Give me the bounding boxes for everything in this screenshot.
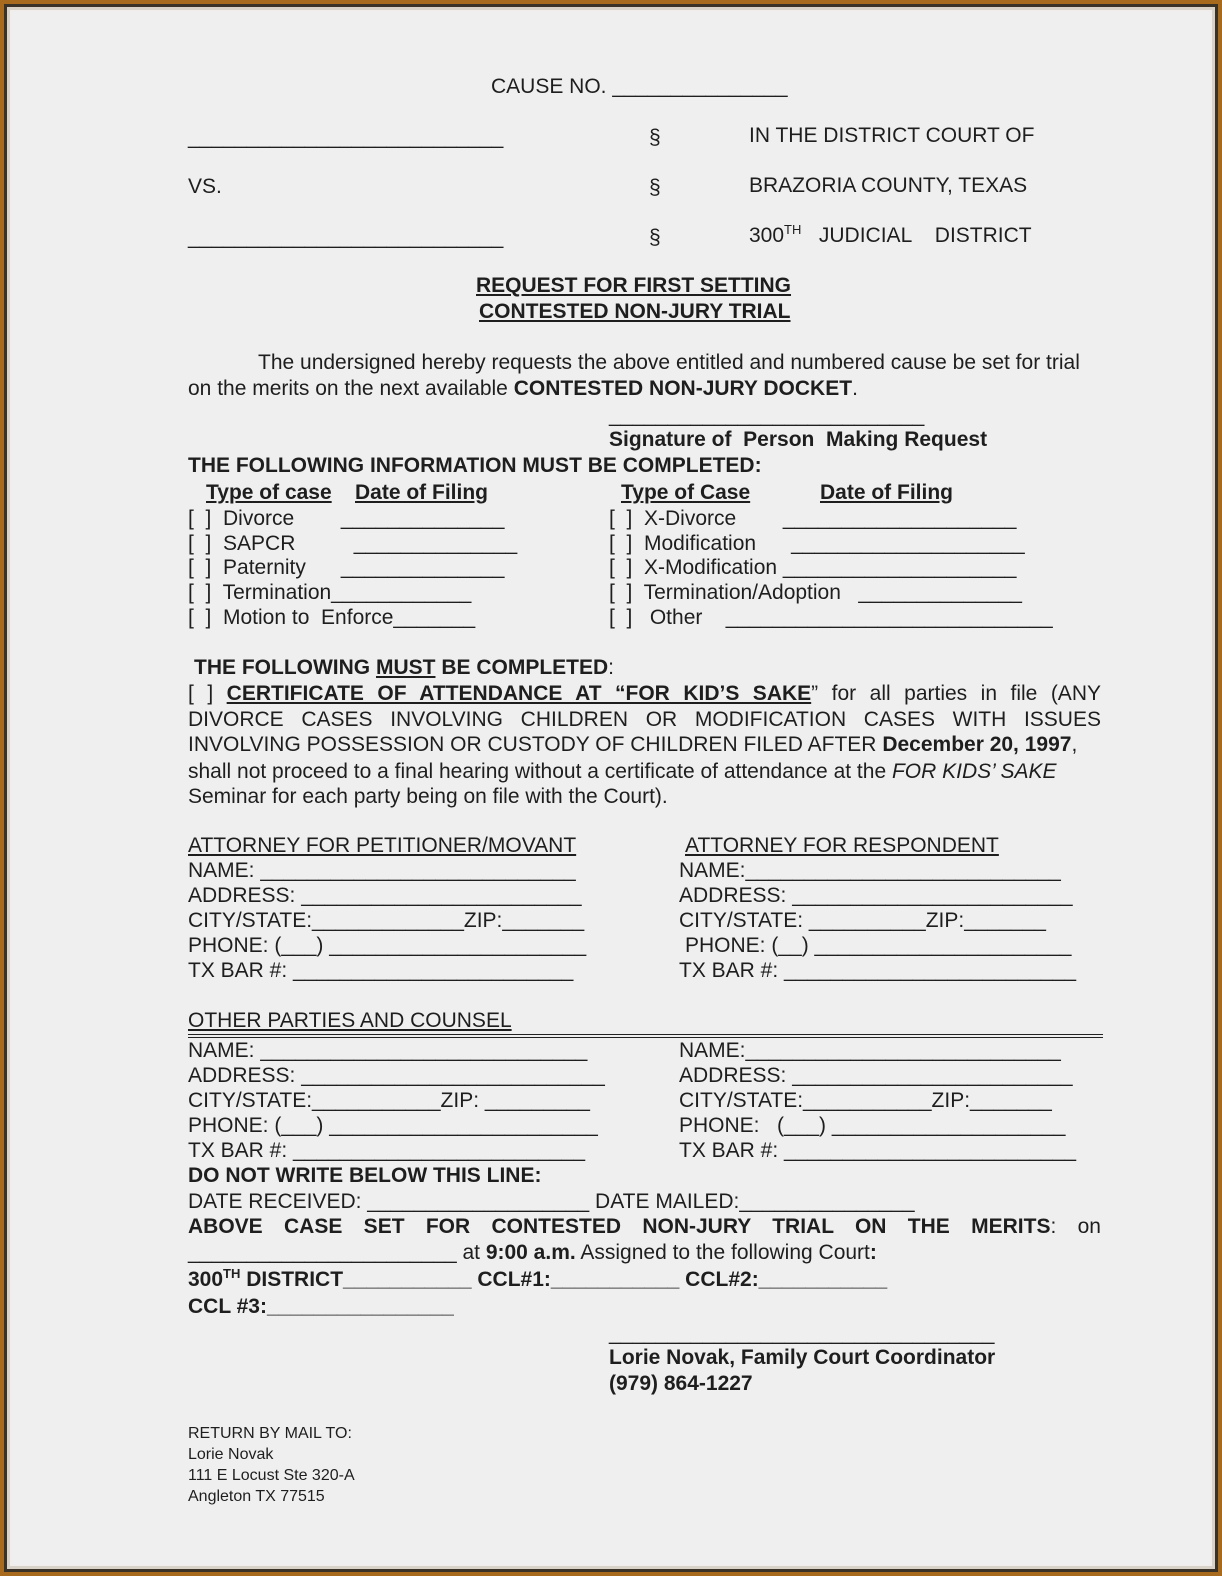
coordinator-name: Lorie Novak, Family Court Coordinator <box>609 1346 996 1369</box>
signature-line: ___________________________ <box>609 404 925 427</box>
case-type-item[interactable]: [ ] Termination/Adoption ______________ <box>609 581 1022 604</box>
certificate-line-2: DIVORCE CASES INVOLVING CHILDREN OR MODIFICATION CASES WITH ISSUES <box>188 708 1101 731</box>
other-right-city-field[interactable]: CITY/STATE:___________ZIP:_______ <box>679 1089 1052 1112</box>
return-mail-label: RETURN BY MAIL TO: <box>188 1425 352 1442</box>
respondent-address-field[interactable]: ADDRESS: ________________________ <box>679 884 1073 907</box>
other-left-name-field[interactable]: NAME: ____________________________ <box>188 1039 588 1062</box>
divider-line <box>188 1037 1103 1038</box>
certificate-heading: THE FOLLOWING MUST BE COMPLETED: <box>194 656 615 679</box>
petitioner-bar-field[interactable]: TX BAR #: ________________________ <box>188 959 574 982</box>
petitioner-attorney-heading: ATTORNEY FOR PETITIONER/MOVANT <box>188 834 577 857</box>
form-title-line-1: REQUEST FOR FIRST SETTING <box>476 274 792 297</box>
left-type-header: Type of case <box>206 481 332 504</box>
respondent-name-field[interactable]: NAME:___________________________ <box>679 859 1061 882</box>
petitioner-address-field[interactable]: ADDRESS: ________________________ <box>188 884 582 907</box>
return-mail-city: Angleton TX 77515 <box>188 1488 325 1505</box>
ccl3-line[interactable]: CCL #3:________________ <box>188 1295 454 1318</box>
respondent-city-field[interactable]: CITY/STATE: __________ZIP:_______ <box>679 909 1046 932</box>
other-right-bar-field[interactable]: TX BAR #: _________________________ <box>679 1139 1077 1162</box>
case-type-item[interactable]: [ ] Other ____________________________ <box>609 606 1053 629</box>
section-symbol-1: § <box>649 126 661 149</box>
return-mail-name: Lorie Novak <box>188 1446 274 1463</box>
section-symbol-3: § <box>649 226 661 249</box>
other-left-address-field[interactable]: ADDRESS: __________________________ <box>188 1064 605 1087</box>
respondent-bar-field[interactable]: TX BAR #: _________________________ <box>679 959 1077 982</box>
petitioner-name-field[interactable]: NAME: ___________________________ <box>188 859 576 882</box>
court-assignment-line[interactable]: 300TH DISTRICT___________ CCL#1:___________ CCL#2:___________ <box>188 1266 888 1291</box>
party-blank-2: ___________________________ <box>188 226 504 249</box>
case-type-item[interactable]: [ ] Divorce ______________ <box>188 507 505 530</box>
intro-line-1: The undersigned hereby requests the above entitled and numbered cause be set for trial <box>258 351 1080 374</box>
court-line-1: IN THE DISTRICT COURT OF <box>749 124 1035 147</box>
section-symbol-2: § <box>649 176 661 199</box>
petitioner-city-field[interactable]: CITY/STATE:_____________ZIP:_______ <box>188 909 585 932</box>
other-left-bar-field[interactable]: TX BAR #: _________________________ <box>188 1139 586 1162</box>
case-type-item[interactable]: [ ] Modification ____________________ <box>609 532 1025 555</box>
certificate-line-1: [ ] CERTIFICATE OF ATTENDANCE AT “FOR KID’S SAKE” for all parties in file (ANY <box>188 682 1101 705</box>
other-right-name-field[interactable]: NAME:___________________________ <box>679 1039 1061 1062</box>
cause-number: CAUSE NO. _______________ <box>491 75 788 98</box>
other-left-phone-field[interactable]: PHONE: (___) _______________________ <box>188 1114 598 1137</box>
court-line-3: 300TH JUDICIAL DISTRICT <box>749 222 1032 247</box>
case-type-item[interactable]: [ ] Motion to Enforce_______ <box>188 606 476 629</box>
form-title-line-2: CONTESTED NON-JURY TRIAL <box>479 300 791 323</box>
return-mail-street: 111 E Locust Ste 320-A <box>188 1467 355 1484</box>
petitioner-phone-field[interactable]: PHONE: (___) ______________________ <box>188 934 587 957</box>
date-received-mailed-line[interactable]: DATE RECEIVED: ___________________ DATE MAILED:_______________ <box>188 1190 915 1213</box>
right-type-header: Type of Case <box>621 481 751 504</box>
time-assigned-line[interactable]: _______________________ at 9:00 a.m. Assigned to the following Court: <box>188 1241 877 1264</box>
case-set-line: ABOVE CASE SET FOR CONTESTED NON-JURY TRIAL ON THE MERITS: on <box>188 1215 1101 1238</box>
coordinator-phone: (979) 864-1227 <box>609 1372 753 1395</box>
court-line-2: BRAZORIA COUNTY, TEXAS <box>749 174 1028 197</box>
party-blank-1: ___________________________ <box>188 126 504 149</box>
document-page <box>12 12 1210 1564</box>
other-right-phone-field[interactable]: PHONE: (___) ____________________ <box>679 1114 1066 1137</box>
case-type-item[interactable]: [ ] Termination____________ <box>188 581 472 604</box>
certificate-line-5: Seminar for each party being on file with the Court). <box>188 785 668 808</box>
other-parties-heading: OTHER PARTIES AND COUNSEL <box>188 1009 512 1032</box>
certificate-line-4: shall not proceed to a final hearing without a certificate of attendance at the FOR KIDS’ SAKE <box>188 760 1057 783</box>
case-type-item[interactable]: [ ] SAPCR ______________ <box>188 532 518 555</box>
respondent-phone-field[interactable]: PHONE: (__) ______________________ <box>685 934 1072 957</box>
case-info-heading: THE FOLLOWING INFORMATION MUST BE COMPLETED: <box>188 454 762 477</box>
right-date-header: Date of Filing <box>820 481 953 504</box>
coordinator-signature-line: _________________________________ <box>609 1322 995 1345</box>
signature-label: Signature of Person Making Request <box>609 428 988 451</box>
divider-line <box>188 1034 1103 1035</box>
case-type-item[interactable]: [ ] X-Modification ____________________ <box>609 556 1017 579</box>
respondent-attorney-heading: ATTORNEY FOR RESPONDENT <box>685 834 999 857</box>
other-left-city-field[interactable]: CITY/STATE:___________ZIP: _________ <box>188 1089 590 1112</box>
other-right-address-field[interactable]: ADDRESS: ________________________ <box>679 1064 1073 1087</box>
office-use-heading: DO NOT WRITE BELOW THIS LINE: <box>188 1164 542 1187</box>
certificate-line-3: INVOLVING POSSESSION OR CUSTODY OF CHILDREN FILED AFTER December 20, 1997, <box>188 733 1078 756</box>
certificate-checkbox[interactable]: [ ] <box>188 682 214 705</box>
case-type-item[interactable]: [ ] X-Divorce ____________________ <box>609 507 1017 530</box>
intro-line-2: on the merits on the next available CONTESTED NON-JURY DOCKET. <box>188 377 858 400</box>
vs-label: VS. <box>188 175 222 198</box>
case-type-item[interactable]: [ ] Paternity ______________ <box>188 556 505 579</box>
left-date-header: Date of Filing <box>355 481 488 504</box>
